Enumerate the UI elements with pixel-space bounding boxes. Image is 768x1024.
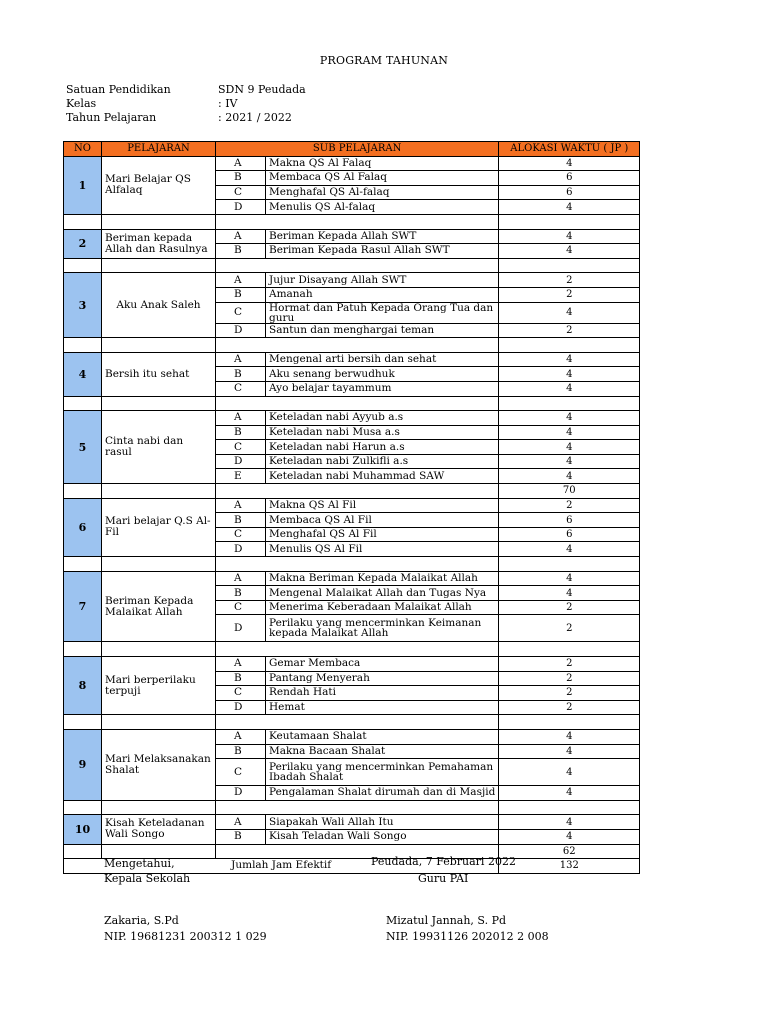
- info-value: : 2021 / 2022: [218, 111, 292, 124]
- sub-letter: D: [216, 786, 266, 801]
- sub-letter: B: [216, 744, 266, 759]
- sub-letter: B: [216, 287, 266, 302]
- sub-jp: 6: [499, 513, 640, 528]
- table-row: [64, 229, 640, 244]
- blank-cell: [64, 396, 102, 411]
- sub-jp: 4: [499, 759, 640, 786]
- sig-right-name: Mizatul Jannah, S. Pd: [386, 914, 507, 927]
- sub-jp: 4: [499, 244, 640, 259]
- sub-jp: 2: [499, 498, 640, 513]
- sub-jp: 4: [499, 786, 640, 801]
- sub-jp: 4: [499, 542, 640, 557]
- sub-jp: 6: [499, 171, 640, 186]
- sub-letter: C: [216, 440, 266, 455]
- sub-letter: A: [216, 229, 266, 244]
- lesson-number: 2: [64, 229, 102, 258]
- spacer-row: [64, 557, 640, 572]
- sub-letter: A: [216, 657, 266, 672]
- sub-title: Makna QS Al Fil: [266, 498, 499, 513]
- blank-cell: [102, 396, 216, 411]
- lesson-name: Mari berperilaku terpuji: [102, 657, 216, 715]
- sig-right-nip: NIP. 19931126 202012 2 008: [386, 930, 549, 943]
- table-row: [64, 657, 640, 672]
- blank-cell: [216, 396, 499, 411]
- sig-left-name: Zakaria, S.Pd: [104, 914, 179, 927]
- blank-cell: [64, 800, 102, 815]
- sub-letter: B: [216, 367, 266, 382]
- blank-cell: [102, 642, 216, 657]
- sub-letter: D: [216, 200, 266, 215]
- lesson-name: Mari Belajar QS Alfalaq: [102, 156, 216, 214]
- blank-cell: [64, 715, 102, 730]
- sub-letter: A: [216, 273, 266, 288]
- table-row: [64, 352, 640, 367]
- blank-cell: [64, 338, 102, 353]
- sub-title: Membaca QS Al Falaq: [266, 171, 499, 186]
- sig-right-line2: Guru PAI: [418, 872, 469, 885]
- sub-jp: 2: [499, 615, 640, 642]
- sub-jp: 2: [499, 287, 640, 302]
- subtotal-cell: [499, 642, 640, 657]
- table-row: [64, 571, 640, 586]
- blank-cell: [102, 715, 216, 730]
- header-no: NO: [64, 142, 102, 157]
- lesson-number: 7: [64, 571, 102, 642]
- sub-jp: 4: [499, 469, 640, 484]
- header-lesson: PELAJARAN: [102, 142, 216, 157]
- sig-right-line1: Peudada, 7 Februari 2022: [371, 855, 516, 868]
- sub-letter: C: [216, 527, 266, 542]
- header-sub: SUB PELAJARAN: [216, 142, 499, 157]
- blank-cell: [102, 557, 216, 572]
- blank-cell: [102, 484, 216, 499]
- page-title: PROGRAM TAHUNAN: [319, 54, 449, 67]
- sub-jp: 4: [499, 229, 640, 244]
- sub-jp: 2: [499, 686, 640, 701]
- lesson-number: 10: [64, 815, 102, 844]
- blank-cell: [216, 484, 499, 499]
- subtotal-cell: [499, 800, 640, 815]
- sub-title: Rendah Hati: [266, 686, 499, 701]
- lesson-name: Mari belajar Q.S Al-Fil: [102, 498, 216, 556]
- sub-letter: A: [216, 815, 266, 830]
- sig-left-nip: NIP. 19681231 200312 1 029: [104, 930, 267, 943]
- sub-title: Menerima Keberadaan Malaikat Allah: [266, 600, 499, 615]
- sub-letter: B: [216, 244, 266, 259]
- sig-left-line1: Mengetahui,: [104, 857, 175, 870]
- info-value: : IV: [218, 97, 238, 110]
- sub-jp: 4: [499, 367, 640, 382]
- sub-title: Beriman Kepada Rasul Allah SWT: [266, 244, 499, 259]
- blank-cell: [102, 800, 216, 815]
- sub-jp: 4: [499, 829, 640, 844]
- blank-cell: [102, 214, 216, 229]
- sub-jp: 2: [499, 671, 640, 686]
- sub-title: Mengenal arti bersih dan sehat: [266, 352, 499, 367]
- sub-jp: 4: [499, 440, 640, 455]
- sub-title: Santun dan menghargai teman: [266, 323, 499, 338]
- sub-title: Gemar Membaca: [266, 657, 499, 672]
- table-header: [64, 142, 640, 157]
- blank-cell: [216, 258, 499, 273]
- sub-jp: 2: [499, 700, 640, 715]
- sub-title: Perilaku yang mencerminkan Keimanan kepada Malaikat Allah: [266, 615, 499, 642]
- sub-title: Beriman Kepada Allah SWT: [266, 229, 499, 244]
- sub-title: Hemat: [266, 700, 499, 715]
- info-label: Satuan Pendidikan: [66, 83, 171, 96]
- program-table: [63, 141, 640, 874]
- sig-left-line2: Kepala Sekolah: [104, 872, 191, 885]
- blank-cell: [216, 642, 499, 657]
- sub-jp: 2: [499, 600, 640, 615]
- sub-jp: 4: [499, 425, 640, 440]
- sub-title: Ayo belajar tayammum: [266, 381, 499, 396]
- sub-title: Keutamaan Shalat: [266, 729, 499, 744]
- sub-jp: 4: [499, 815, 640, 830]
- sub-letter: A: [216, 156, 266, 171]
- lesson-name: Bersih itu sehat: [102, 352, 216, 396]
- subtotal-cell: 70: [499, 484, 640, 499]
- sub-title: Siapakah Wali Allah Itu: [266, 815, 499, 830]
- sub-letter: B: [216, 586, 266, 601]
- info-label: Tahun Pelajaran: [66, 111, 157, 124]
- sub-letter: D: [216, 454, 266, 469]
- total-value: 132: [499, 859, 640, 874]
- sub-letter: D: [216, 615, 266, 642]
- sub-jp: 4: [499, 156, 640, 171]
- subtotal-cell: [499, 715, 640, 730]
- sub-letter: A: [216, 411, 266, 426]
- lesson-number: 6: [64, 498, 102, 556]
- spacer-row: [64, 484, 640, 499]
- spacer-row: [64, 214, 640, 229]
- subtotal-cell: [499, 214, 640, 229]
- sub-title: Makna Bacaan Shalat: [266, 744, 499, 759]
- table-row: [64, 156, 640, 171]
- sub-jp: 2: [499, 657, 640, 672]
- sub-jp: 6: [499, 527, 640, 542]
- subtotal-cell: [499, 338, 640, 353]
- sub-letter: B: [216, 171, 266, 186]
- sub-title: Keteladan nabi Harun a.s: [266, 440, 499, 455]
- sub-jp: 4: [499, 744, 640, 759]
- sub-title: Makna QS Al Falaq: [266, 156, 499, 171]
- sub-letter: C: [216, 600, 266, 615]
- sub-jp: 4: [499, 381, 640, 396]
- blank-cell: [216, 557, 499, 572]
- sub-jp: 4: [499, 352, 640, 367]
- spacer-row: [64, 715, 640, 730]
- sub-letter: A: [216, 571, 266, 586]
- lesson-name: Cinta nabi dan rasul: [102, 411, 216, 484]
- blank-cell: [102, 258, 216, 273]
- blank-cell: [216, 800, 499, 815]
- blank-cell: [102, 338, 216, 353]
- sub-title: Amanah: [266, 287, 499, 302]
- sub-jp: 4: [499, 411, 640, 426]
- sub-title: Kisah Teladan Wali Songo: [266, 829, 499, 844]
- lesson-number: 4: [64, 352, 102, 396]
- info-value: SDN 9 Peudada: [218, 83, 306, 96]
- sub-jp: 2: [499, 273, 640, 288]
- sub-title: Keteladan nabi Ayyub a.s: [266, 411, 499, 426]
- total-label: Jumlah Jam Efektif: [64, 859, 499, 874]
- sub-title: Aku senang berwudhuk: [266, 367, 499, 382]
- sub-title: Mengenal Malaikat Allah dan Tugas Nya: [266, 586, 499, 601]
- lesson-name: Beriman Kepada Malaikat Allah: [102, 571, 216, 642]
- header-time: ALOKASI WAKTU ( JP ): [499, 142, 640, 157]
- sub-jp: 4: [499, 586, 640, 601]
- blank-cell: [216, 338, 499, 353]
- sub-title: Hormat dan Patuh Kepada Orang Tua dan guru: [266, 302, 499, 323]
- sub-title: Menghafal QS Al-falaq: [266, 185, 499, 200]
- lesson-name: Beriman kepada Allah dan Rasulnya: [102, 229, 216, 258]
- spacer-row: [64, 338, 640, 353]
- sub-title: Jujur Disayang Allah SWT: [266, 273, 499, 288]
- blank-cell: [64, 844, 102, 859]
- sub-letter: C: [216, 686, 266, 701]
- sub-title: Pengalaman Shalat dirumah dan di Masjid: [266, 786, 499, 801]
- sub-letter: B: [216, 829, 266, 844]
- sub-letter: E: [216, 469, 266, 484]
- sub-letter: B: [216, 671, 266, 686]
- blank-cell: [64, 214, 102, 229]
- sub-title: Menghafal QS Al Fil: [266, 527, 499, 542]
- sub-letter: D: [216, 323, 266, 338]
- subtotal-cell: 62: [499, 844, 640, 859]
- sub-title: Perilaku yang mencerminkan Pemahaman Ibadah Shalat: [266, 759, 499, 786]
- table-row: [64, 411, 640, 426]
- spacer-row: [64, 258, 640, 273]
- sub-title: Keteladan nabi Musa a.s: [266, 425, 499, 440]
- sub-letter: B: [216, 513, 266, 528]
- lesson-number: 8: [64, 657, 102, 715]
- blank-cell: [64, 258, 102, 273]
- lesson-number: 3: [64, 273, 102, 338]
- sub-title: Membaca QS Al Fil: [266, 513, 499, 528]
- subtotal-cell: [499, 557, 640, 572]
- info-label: Kelas: [66, 97, 97, 110]
- table-row: [64, 273, 640, 288]
- spacer-row: [64, 800, 640, 815]
- sub-letter: D: [216, 700, 266, 715]
- sub-title: Pantang Menyerah: [266, 671, 499, 686]
- sub-jp: 4: [499, 729, 640, 744]
- sub-title: Keteladan nabi Zulkifli a.s: [266, 454, 499, 469]
- sub-letter: A: [216, 352, 266, 367]
- sub-title: Makna Beriman Kepada Malaikat Allah: [266, 571, 499, 586]
- lesson-name: Mari Melaksanakan Shalat: [102, 729, 216, 800]
- lesson-number: 1: [64, 156, 102, 214]
- sub-letter: C: [216, 381, 266, 396]
- sub-jp: 2: [499, 323, 640, 338]
- subtotal-cell: [499, 396, 640, 411]
- sub-jp: 4: [499, 571, 640, 586]
- sub-title: Menulis QS Al Fil: [266, 542, 499, 557]
- table-row: [64, 498, 640, 513]
- blank-cell: [64, 484, 102, 499]
- sub-letter: D: [216, 542, 266, 557]
- lesson-number: 9: [64, 729, 102, 800]
- spacer-row: [64, 642, 640, 657]
- blank-cell: [216, 214, 499, 229]
- subtotal-cell: [499, 258, 640, 273]
- sub-letter: C: [216, 302, 266, 323]
- sub-jp: 6: [499, 185, 640, 200]
- table-row: [64, 815, 640, 830]
- sub-jp: 4: [499, 302, 640, 323]
- sub-letter: A: [216, 498, 266, 513]
- sub-jp: 4: [499, 200, 640, 215]
- blank-cell: [64, 642, 102, 657]
- sub-jp: 4: [499, 454, 640, 469]
- blank-cell: [64, 557, 102, 572]
- sub-letter: B: [216, 425, 266, 440]
- lesson-number: 5: [64, 411, 102, 484]
- sub-letter: C: [216, 185, 266, 200]
- spacer-row: [64, 396, 640, 411]
- table-row: [64, 729, 640, 744]
- lesson-name: Kisah Keteladanan Wali Songo: [102, 815, 216, 844]
- sub-letter: A: [216, 729, 266, 744]
- lesson-name: Aku Anak Saleh: [102, 273, 216, 338]
- sub-title: Keteladan nabi Muhammad SAW: [266, 469, 499, 484]
- blank-cell: [216, 715, 499, 730]
- sub-letter: C: [216, 759, 266, 786]
- sub-title: Menulis QS Al-falaq: [266, 200, 499, 215]
